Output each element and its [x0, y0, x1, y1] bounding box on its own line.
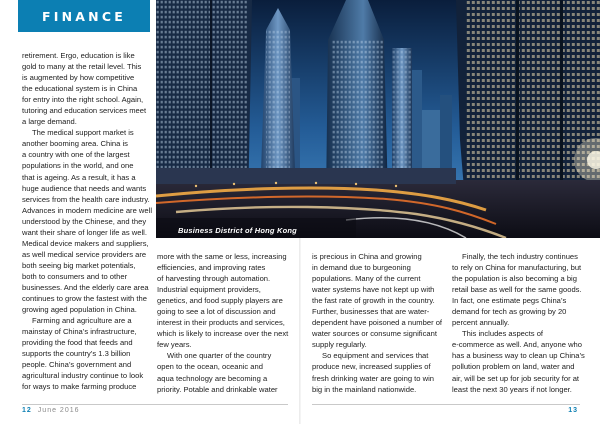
- body-text-line: both seeing big market potentials,: [22, 260, 136, 270]
- body-text-line: services from the health care industry.: [22, 194, 150, 204]
- section-banner: [18, 0, 150, 32]
- body-text-line: providing the food that feeds and: [22, 338, 133, 348]
- body-text-line: e-commerce as well. And, anyone who: [452, 340, 583, 350]
- body-text-line: The medical support market is: [32, 128, 134, 138]
- body-text-line: Further, businesses that are water-: [312, 307, 430, 317]
- body-text-line: interest in their products and services,: [157, 318, 285, 328]
- body-text-line: huge audience that needs and wants: [22, 183, 147, 193]
- body-text-line: produce new, increased supplies of: [312, 362, 431, 372]
- body-text-line: water sources or consume significant: [312, 329, 437, 339]
- body-text-line: for ways to make farming produce: [22, 382, 137, 392]
- body-text-line: fresh drinking water are going to win: [312, 373, 434, 383]
- body-text-line: supports the country’s 1.3 billion: [22, 349, 131, 359]
- body-text-line: demand for tech as growing by 20: [452, 307, 567, 317]
- body-text-line: understood by the Chinese, and they: [22, 216, 147, 226]
- body-text-line: Farming and agriculture are a: [32, 316, 132, 326]
- body-text-line: So equipment and services that: [322, 351, 429, 361]
- body-text-line: is augmented by how competitive: [22, 73, 135, 83]
- text-column-3: [312, 251, 447, 395]
- body-text-line: going to see a lot of discussion and: [157, 307, 276, 317]
- body-text-line: open to the ocean, oceanic and: [157, 362, 263, 372]
- body-text-line: people. China’s government and: [22, 360, 132, 370]
- body-text-line: in demand due to burgeoning: [312, 263, 411, 273]
- body-text-line: a large demand.: [22, 117, 77, 127]
- body-text-line: agricultural industry continue to look: [22, 371, 144, 381]
- body-text-line: populations. Many of the current: [312, 274, 421, 284]
- body-text-line: priority. Potable and drinkable water: [157, 384, 278, 394]
- hong-kong-photo: [156, 0, 600, 238]
- body-text-line: Industrial equipment providers,: [157, 285, 261, 295]
- body-text-line: water systems have not kept up with: [312, 285, 435, 295]
- body-text-line: dependent have poisoned a number of: [312, 318, 443, 328]
- right-folio: [568, 407, 578, 414]
- body-text-line: retail base as well for the same goods.: [452, 285, 582, 295]
- body-text-line: tutoring and education services meet: [22, 106, 147, 116]
- body-text-line: percent annually.: [452, 318, 510, 328]
- body-text-line: continues to grow the fastest with the: [22, 294, 147, 304]
- body-text-line: Medical device makers and suppliers,: [22, 238, 149, 248]
- footer-rule-left: [22, 404, 288, 405]
- city-skyline-image: [156, 0, 600, 238]
- body-text-line: to rely on China for manufacturing, but: [452, 263, 582, 273]
- footer-rule-right: [312, 404, 580, 405]
- body-text-line: populations in the world, and one: [22, 161, 134, 171]
- left-folio: [22, 407, 80, 414]
- body-text-line: big in the mainland nationwide.: [312, 384, 417, 394]
- body-text-line: mainstay of China’s infrastructure,: [22, 327, 137, 337]
- body-text-line: genetics, and food supply players are: [157, 296, 283, 306]
- text-column-4: [452, 251, 592, 395]
- body-text-line: Finally, the tech industry continues: [462, 252, 578, 261]
- body-text-line: has a business way to clean up China’s: [452, 351, 585, 361]
- body-text-line: is precious in China and growing: [312, 252, 422, 261]
- body-text-line: both to consumers and to other: [22, 271, 128, 281]
- section-title: FINANCE: [42, 8, 126, 24]
- body-text-line: This includes aspects of: [462, 329, 544, 339]
- text-column-1: [22, 50, 152, 392]
- body-text-line: retirement. Ergo, education is like: [22, 51, 135, 60]
- issue-date: June 2016: [37, 407, 80, 414]
- body-text-line: of harvesting through automation.: [157, 274, 271, 284]
- body-text-line: Advances in modern medicine are well: [22, 205, 153, 215]
- body-text-line: growing aged population in China.: [22, 305, 137, 315]
- body-text-line: another booming area. China is: [22, 139, 128, 149]
- body-text-line: which is likely to increase over the next: [157, 329, 289, 339]
- body-text-line: a country with one of the largest: [22, 150, 130, 160]
- body-text-line: least the next 30 years if not longer.: [452, 384, 572, 394]
- body-text-line: more with the same or less, increasing: [157, 252, 287, 261]
- body-text-line: as well medical service providers are: [22, 249, 147, 259]
- body-text-line: the population is also becoming a big: [452, 274, 577, 284]
- body-text-line: In fact, one estimate pegs China’s: [452, 296, 567, 306]
- body-text-line: air, will be set up for job security for at: [452, 373, 580, 383]
- body-text-line: the educational system is in China: [22, 84, 138, 94]
- body-text-line: want their share of longer life as well.: [22, 227, 147, 237]
- body-text-line: that is ageing. As a result, it has a: [22, 172, 136, 182]
- body-text-line: gold to many at the retail level. This: [22, 62, 142, 72]
- body-text-line: for entry into the right school. Again,: [22, 95, 144, 105]
- right-page-number: 13: [568, 407, 578, 414]
- photo-caption: Business District of Hong Kong: [178, 226, 297, 235]
- body-text-line: efficiencies, and improving rates: [157, 263, 266, 273]
- body-text-line: businesses. And the elderly care area: [22, 282, 149, 292]
- body-text-line: the fast rate of growth in the country.: [312, 296, 435, 306]
- body-text-line: supply regularly.: [312, 340, 367, 350]
- body-text-line: few years.: [157, 340, 192, 350]
- body-text-line: aqua technology are becoming a: [157, 373, 268, 383]
- body-text-line: With one quarter of the country: [167, 351, 272, 361]
- body-text-line: pollution problem on land, water and: [452, 362, 575, 372]
- left-page-number: 12: [22, 407, 32, 414]
- text-column-2: [157, 251, 290, 395]
